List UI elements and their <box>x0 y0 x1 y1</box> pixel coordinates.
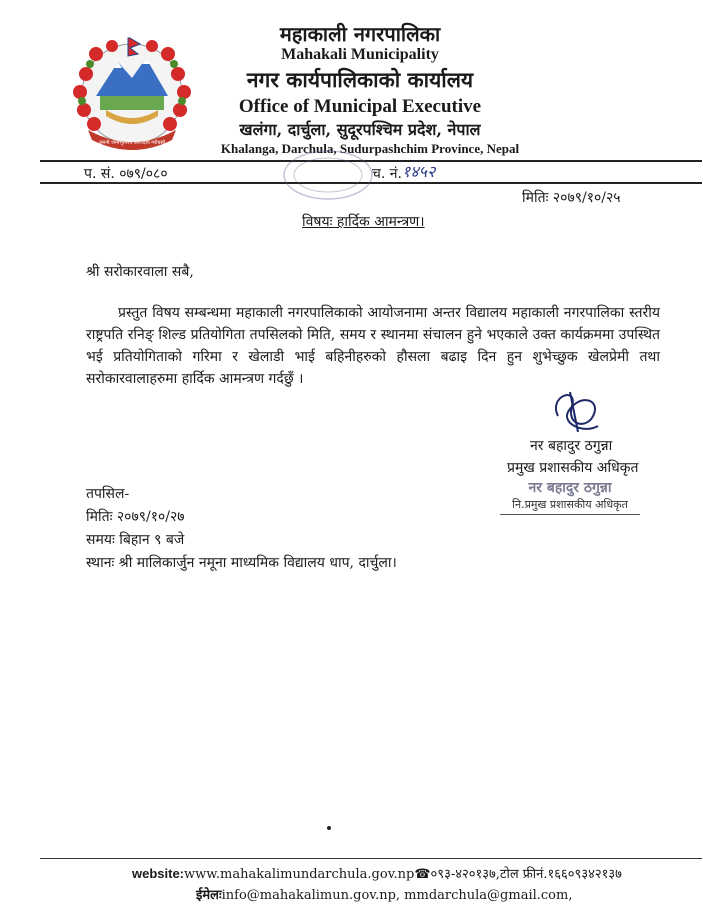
handwritten-signature <box>548 386 604 436</box>
website-label: website: <box>132 866 185 881</box>
signatory-name: नर बहादुर ठगुन्ना <box>530 438 613 454</box>
details-time: समयः बिहान ९ बजे <box>86 532 185 548</box>
email-addresses[interactable]: info@mahakalimun.gov.np, mmdarchula@gmail.com, <box>221 888 573 903</box>
footer-contact-line <box>132 864 622 882</box>
ink-dot <box>327 826 331 830</box>
municipality-name-english: Mahakali Municipality <box>281 46 439 63</box>
details-date: मितिः २०७९/१०/२७ <box>86 509 185 525</box>
stamp-name: नर बहादुर ठगुन्ना <box>528 480 612 496</box>
address-nepali: खलंगा, दार्चुला, सुदूरपश्चिम प्रदेश, नेपाल <box>239 120 481 139</box>
office-name-english: Office of Municipal Executive <box>238 96 482 117</box>
dispatch-number-handwritten: १४५२ <box>402 162 436 181</box>
letter-date: मितिः २०७९/१०/२५ <box>522 190 621 206</box>
municipality-name-nepali: महाकाली नगरपालिका <box>279 22 441 46</box>
website-link[interactable]: www.mahakalimundarchula.gov.np <box>184 867 415 882</box>
details-place: स्थानः श्री मालिकार्जुन नमूना माध्यमिक विद्यालय धाप, दार्चुला। <box>86 555 397 571</box>
phone-icon: ☎ <box>414 867 431 882</box>
body-paragraph: प्रस्तुत विषय सम्बन्धमा महाकाली नगरपालिकाको आयोजनामा अन्तर विद्यालय महाकाली नगरपालिका स्तरीय राष्ट्रपति रनिङ् शिल्ड प्रतियोगिता तपसिलको मिति, समय र स्थानमा संचालन हुने भएकाले उक्त कार्यक्रममा उपस्थित भई प्रतियोगिताको गरिमा र खेलाडी भाई बहिनीहरुको हौसला बढाइ दिन हुन शुभेच्छुक खेलप्रेमी तथा सरोकारवालाहरुमा हार्दिक आमन्त्रण गर्दछुँ । <box>86 305 660 387</box>
phone-numbers: ०९३-४२०१३७,टोल फ्रीनं.१६६०९३४२१३७ <box>430 867 622 882</box>
salutation: श्री सरोकारवाला सबै, <box>86 264 194 280</box>
dispatch-number-label: च. नं. <box>372 166 403 182</box>
letter-subject: विषयः हार्दिक आमन्त्रण। <box>302 214 425 230</box>
office-seal-stamp <box>282 150 374 200</box>
details-heading: तपसिल- <box>86 486 130 502</box>
office-name-nepali: नगर कार्यपालिकाको कार्यालय <box>246 67 474 92</box>
emblem-caption: जननी जन्मभूमिश्च स्वर्गादपि गरीयसी <box>98 140 166 146</box>
email-label: ईमेलः <box>196 887 222 902</box>
name-stamp <box>500 478 640 515</box>
nepal-emblem-logo <box>66 34 198 152</box>
stamp-title: नि.प्रमुख प्रशासकीय अधिकृत <box>500 497 640 515</box>
footer-rule <box>40 858 702 859</box>
footer-email-line <box>196 885 572 903</box>
address-english: Khalanga, Darchula, Sudurpashchim Province, Nepal <box>220 141 520 156</box>
signatory-title: प्रमुख प्रशासकीय अधिकृत <box>507 460 639 476</box>
letter-body <box>86 302 660 390</box>
letter-number: प. सं. ०७९/०८० <box>84 166 168 182</box>
